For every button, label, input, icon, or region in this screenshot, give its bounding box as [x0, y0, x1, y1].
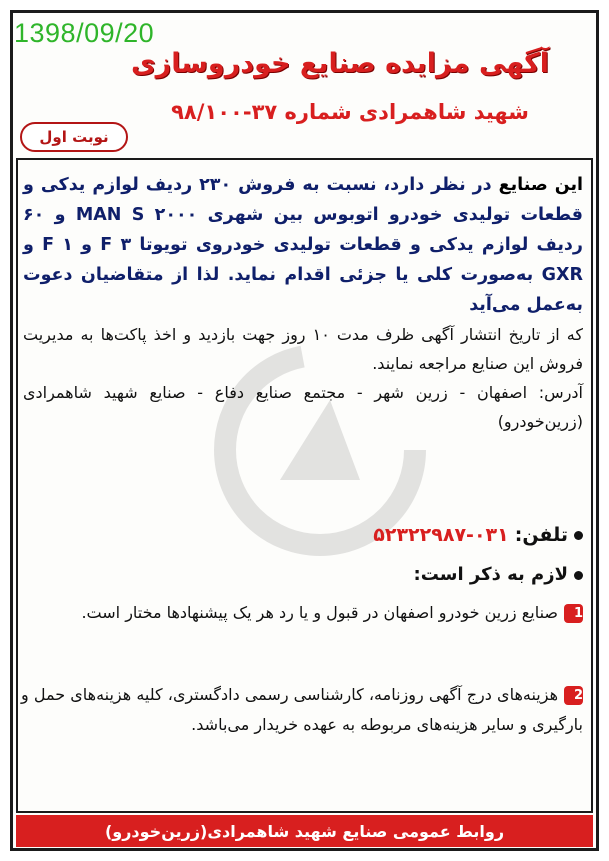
note-item [21, 680, 583, 740]
notes-heading-row [23, 564, 583, 585]
main-paragraph-text: در نظر دارد، نسبت به فروش ۲۳۰ ردیف لوازم یدکی و قطعات تولیدی خودرو اتوبوس بین شهری MAN S ۲۰۰۰ و ۶۰ ردیف لوازم یدکی و قطعات تولیدی خودروی تویوتا F ۳ و F ۱ و GXR به‌صورت کلی یا جزئی اقدام نماید. لذا از متقاضیان دعوت به‌عمل می‌آید [23, 175, 583, 315]
bullet-icon [574, 571, 583, 580]
phone-label: تلفن: [514, 524, 568, 546]
note-number-badge: 2 [564, 686, 583, 705]
publication-round-badge: نوبت اول [20, 122, 128, 152]
notes-heading: لازم به ذکر است: [413, 564, 568, 585]
main-paragraph [23, 170, 583, 320]
visit-paragraph: که از تاریخ انتشار آگهی ظرف مدت ۱۰ روز جهت بازدید و اخذ پاکت‌ها به مدیریت فروش این صنایع مراجعه نمایند. [23, 325, 584, 373]
notice-subtitle: شهید شاهمرادی شماره ۳۷-۹۸/۱۰۰ [171, 100, 529, 124]
address-paragraph: آدرس: اصفهان - زرین شهر - مجتمع صنایع دفاع - صنایع شهید شاهمرادی (زرین‌خودرو) [23, 383, 583, 431]
phone-row [23, 524, 583, 546]
lead-word: این صنایع [498, 175, 584, 195]
notice-body [23, 170, 583, 436]
note-text: صنایع زرین خودرو اصفهان در قبول و یا رد هر یک پیشنهادها مختار است. [81, 603, 558, 622]
note-text: هزینه‌های درج آگهی روزنامه، کارشناسی رسمی دادگستری، کلیه هزینه‌های حمل و بارگیری و سایر هزینه‌های مربوطه به عهده خریدار می‌باشد. [21, 685, 583, 734]
footer-public-relations: روابط عمومی صنایع شهید شاهمرادی(زرین‌خودرو) [16, 815, 593, 847]
note-number-badge: 1 [564, 604, 583, 623]
phone-number: ۰۳۱-۵۲۳۲۲۹۸۷ [373, 524, 509, 546]
note-item [21, 598, 583, 628]
date-stamp: 1398/09/20 [14, 18, 155, 48]
notice-title: آگهی مزایده صنایع خودروسازی [130, 48, 550, 79]
bullet-icon [574, 531, 583, 540]
